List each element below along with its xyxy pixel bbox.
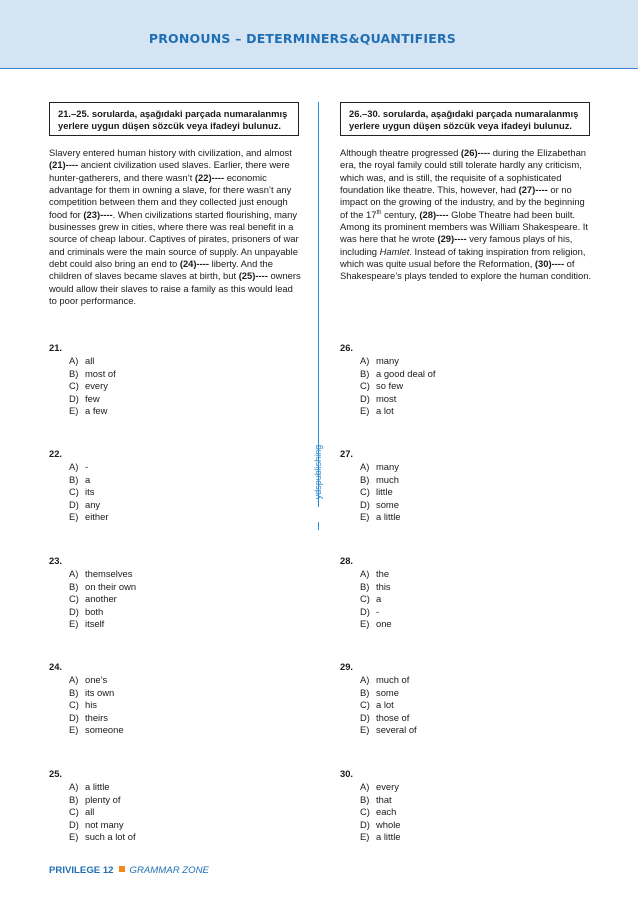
- option-text: that: [376, 793, 392, 805]
- answer-option[interactable]: [340, 405, 435, 417]
- answer-option[interactable]: [49, 393, 116, 405]
- option-text: both: [85, 605, 104, 617]
- answer-option[interactable]: [49, 368, 116, 380]
- option-text: any: [85, 498, 101, 510]
- question-25: [49, 768, 136, 843]
- option-letter: C): [69, 486, 79, 498]
- answer-option[interactable]: [340, 699, 417, 711]
- option-letter: A): [69, 674, 79, 686]
- option-letter: B): [69, 686, 79, 698]
- option-text: most of: [85, 367, 116, 379]
- answer-option[interactable]: [49, 355, 116, 367]
- option-text: his: [85, 699, 97, 711]
- answer-option[interactable]: [49, 606, 136, 618]
- answer-option[interactable]: [340, 606, 392, 618]
- option-letter: B): [360, 367, 370, 379]
- option-text: either: [85, 511, 109, 523]
- option-text: few: [85, 392, 100, 404]
- answer-option[interactable]: [340, 794, 401, 806]
- answer-option[interactable]: [340, 724, 417, 736]
- option-text: most: [376, 392, 397, 404]
- answer-option[interactable]: [49, 474, 108, 486]
- blank-21: (21)----: [49, 159, 79, 171]
- answer-option[interactable]: [340, 486, 401, 498]
- option-text: its own: [85, 686, 115, 698]
- question-number: 29.: [340, 661, 354, 672]
- page-title: PRONOUNS – DETERMINERS&QUANTIFIERS: [148, 31, 456, 46]
- answer-option[interactable]: [340, 819, 401, 831]
- option-letter: D): [69, 392, 79, 404]
- option-text: such a lot of: [85, 831, 136, 843]
- option-text: itself: [85, 618, 105, 630]
- answer-option[interactable]: [49, 461, 108, 473]
- option-text: much of: [376, 674, 410, 686]
- option-text: the: [376, 568, 390, 580]
- answer-option[interactable]: [49, 724, 124, 736]
- option-text: this: [376, 580, 391, 592]
- option-letter: C): [360, 806, 370, 818]
- answer-option[interactable]: [49, 794, 136, 806]
- option-text: a little: [376, 511, 401, 523]
- option-letter: D): [360, 818, 370, 830]
- answer-option[interactable]: [49, 806, 136, 818]
- option-letter: B): [69, 473, 79, 485]
- footer-section: GRAMMAR ZONE: [129, 865, 209, 876]
- question-29: [340, 661, 417, 736]
- option-letter: B): [360, 580, 370, 592]
- answer-option[interactable]: [340, 593, 392, 605]
- passage-text: during the Elizabethan era, the royal family could still tolerate hardly any criticism, which was, and is still, the requisite of a sophisticated foundation like theatre. This, however, had: [340, 147, 586, 196]
- option-text: all: [85, 806, 95, 818]
- option-text: its: [85, 486, 95, 498]
- option-text: some: [376, 686, 399, 698]
- answer-option[interactable]: [340, 687, 417, 699]
- passage-text: liberty. And the children of slaves became slaves at birth, but: [49, 258, 273, 282]
- option-text: much: [376, 473, 399, 485]
- answer-option[interactable]: [49, 568, 136, 580]
- option-text: a few: [85, 405, 108, 417]
- option-letter: A): [360, 781, 370, 793]
- option-letter: C): [69, 699, 79, 711]
- question-number: 28.: [340, 555, 354, 566]
- option-text: a lot: [376, 699, 394, 711]
- answer-option[interactable]: [49, 499, 108, 511]
- square-bullet-icon: [119, 866, 125, 872]
- answer-option[interactable]: [340, 568, 392, 580]
- right-passage: [340, 147, 592, 283]
- option-text: a good deal of: [376, 367, 436, 379]
- option-text: plenty of: [85, 793, 121, 805]
- answer-option[interactable]: [340, 781, 401, 793]
- blank-22: (22)----: [194, 171, 225, 183]
- option-letter: B): [360, 686, 370, 698]
- option-text: a little: [376, 831, 401, 843]
- option-text: so few: [376, 380, 404, 392]
- option-letter: A): [360, 355, 370, 367]
- passage-text: economic advantage for them in owning a slave, for there wasn’t any competition between them and they collected just enough food for: [49, 171, 292, 220]
- blank-29: (29)----: [437, 233, 467, 245]
- passage-text: century,: [381, 208, 420, 220]
- passage-text: . When civilizations started flourishing, many businesses grew in cities, where there was real benefit in a source of cheap labour. Captives of pirates, prisoners of war and criminals were the main source of supply. An unpayable debt could also bring an end to: [49, 208, 299, 270]
- answer-option[interactable]: [340, 461, 401, 473]
- option-text: some: [376, 498, 399, 510]
- option-letter: A): [360, 568, 370, 580]
- answer-option[interactable]: [340, 355, 435, 367]
- option-letter: B): [360, 473, 370, 485]
- answer-option[interactable]: [340, 393, 435, 405]
- footer-brand: PRIVILEGE 12: [49, 865, 114, 876]
- answer-option[interactable]: [49, 674, 124, 686]
- answer-option[interactable]: [49, 405, 116, 417]
- option-text: themselves: [85, 568, 133, 580]
- left-column: [49, 102, 301, 307]
- option-letter: A): [69, 355, 79, 367]
- question-30: [340, 768, 401, 843]
- passage-text: Slavery entered human history with civilization, and almost: [49, 147, 292, 158]
- option-letter: B): [69, 367, 79, 379]
- option-text: several of: [376, 724, 417, 736]
- answer-option[interactable]: [49, 581, 136, 593]
- question-number: 26.: [340, 342, 354, 353]
- blank-25: (25)----: [238, 270, 268, 282]
- left-instruction-box: 21.–25. sorularda, aşağıdaki parçada numaralanmış yerlere uygun düşen sözcük veya ifadeyi bulunuz.: [49, 102, 299, 136]
- answer-option[interactable]: [49, 831, 136, 843]
- answer-option[interactable]: [49, 486, 108, 498]
- option-letter: B): [69, 580, 79, 592]
- option-letter: E): [360, 831, 370, 843]
- option-text: a: [85, 473, 91, 485]
- question-number: 25.: [49, 768, 63, 779]
- option-text: each: [376, 806, 397, 818]
- option-letter: D): [69, 818, 79, 830]
- answer-option[interactable]: [340, 806, 401, 818]
- page-footer: [49, 865, 209, 876]
- option-text: whole: [376, 818, 401, 830]
- left-passage: [49, 147, 301, 307]
- blank-26: (26)----: [460, 147, 491, 158]
- answer-option[interactable]: [340, 380, 435, 392]
- blank-27: (27)----: [518, 184, 548, 196]
- passage-text: of Shakespeare’s plays tended to explore the human condition.: [340, 258, 592, 282]
- question-number: 27.: [340, 448, 354, 459]
- passage-text: very famous plays of his, including: [340, 233, 573, 257]
- question-28: [340, 555, 392, 630]
- right-column: [340, 102, 592, 283]
- option-letter: B): [360, 793, 370, 805]
- answer-option[interactable]: [49, 380, 116, 392]
- page-header: [0, 0, 638, 69]
- option-text: another: [85, 593, 117, 605]
- option-text: every: [376, 781, 399, 793]
- answer-option[interactable]: [49, 618, 136, 630]
- option-text: someone: [85, 724, 124, 736]
- blank-24: (24)----: [179, 258, 209, 270]
- option-letter: D): [360, 498, 370, 510]
- answer-option[interactable]: [340, 831, 401, 843]
- side-brand-label: ydspublishing: [313, 444, 323, 500]
- passage-text: owners would allow their slaves to raise a family as this would lead to poor performance.: [49, 270, 301, 307]
- question-number: 22.: [49, 448, 63, 459]
- option-text: one’s: [85, 674, 108, 686]
- option-text: -: [376, 605, 380, 617]
- option-letter: D): [69, 605, 79, 617]
- answer-option[interactable]: [340, 499, 401, 511]
- option-letter: E): [69, 831, 79, 843]
- title-hamlet: Hamlet: [379, 245, 410, 257]
- answer-option[interactable]: [340, 581, 392, 593]
- option-text: many: [376, 355, 399, 367]
- option-text: all: [85, 355, 95, 367]
- option-text: a lot: [376, 405, 394, 417]
- answer-option[interactable]: [49, 781, 136, 793]
- option-text: little: [376, 486, 393, 498]
- option-letter: E): [69, 724, 79, 736]
- option-letter: E): [69, 511, 79, 523]
- option-letter: A): [69, 781, 79, 793]
- option-text: not many: [85, 818, 124, 830]
- question-22: [49, 448, 108, 523]
- option-letter: A): [69, 461, 79, 473]
- option-text: a: [376, 593, 382, 605]
- blank-30: (30)----: [534, 258, 565, 270]
- blank-23: (23)----: [83, 208, 113, 220]
- option-text: those of: [376, 711, 410, 723]
- option-letter: D): [360, 605, 370, 617]
- passage-text: Although theatre progressed: [340, 147, 461, 158]
- option-text: -: [85, 461, 89, 473]
- option-letter: D): [69, 498, 79, 510]
- option-letter: E): [69, 405, 79, 417]
- answer-option[interactable]: [49, 712, 124, 724]
- option-text: many: [376, 461, 399, 473]
- answer-option[interactable]: [49, 819, 136, 831]
- option-letter: C): [69, 593, 79, 605]
- answer-option[interactable]: [340, 618, 392, 630]
- option-letter: C): [69, 380, 79, 392]
- passage-text: ancient civilization used slaves. Earlier, there were hunter-gatherers, and there wasn’t: [49, 159, 290, 183]
- option-text: a little: [85, 781, 110, 793]
- answer-option[interactable]: [49, 511, 108, 523]
- option-text: theirs: [85, 711, 108, 723]
- column-divider-lower: [318, 522, 319, 530]
- option-letter: E): [360, 511, 370, 523]
- passage-text: or no impact on the growing of the industry, and by the beginning of the 17: [340, 184, 585, 220]
- question-24: [49, 661, 124, 736]
- option-letter: C): [69, 806, 79, 818]
- option-letter: D): [69, 711, 79, 723]
- question-number: 21.: [49, 342, 63, 353]
- question-number: 23.: [49, 555, 63, 566]
- answer-option[interactable]: [340, 674, 417, 686]
- option-letter: B): [69, 793, 79, 805]
- answer-option[interactable]: [340, 712, 417, 724]
- question-23: [49, 555, 136, 630]
- passage-text: . Instead of taking inspiration from religion, which was quite usual before the Reformation,: [340, 245, 586, 270]
- option-text: on their own: [85, 580, 137, 592]
- question-21: [49, 342, 116, 417]
- option-letter: E): [360, 724, 370, 736]
- question-number: 24.: [49, 661, 63, 672]
- passage-text: Globe Theatre had been built. Among its prominent members was William Shakespeare. It was here that he wrote: [340, 208, 589, 245]
- answer-option[interactable]: [340, 511, 401, 523]
- blank-28: (28)----: [419, 208, 449, 220]
- option-text: every: [85, 380, 108, 392]
- answer-option[interactable]: [49, 593, 136, 605]
- option-letter: C): [360, 699, 370, 711]
- option-letter: C): [360, 380, 370, 392]
- option-letter: A): [360, 674, 370, 686]
- option-letter: E): [69, 618, 79, 630]
- question-26: [340, 342, 435, 417]
- option-letter: A): [69, 568, 79, 580]
- question-27: [340, 448, 401, 523]
- option-letter: C): [360, 593, 370, 605]
- option-letter: E): [360, 405, 370, 417]
- option-letter: E): [360, 618, 370, 630]
- answer-option[interactable]: [49, 687, 124, 699]
- answer-option[interactable]: [340, 474, 401, 486]
- right-instruction-box: 26.–30. sorularda, aşağıdaki parçada numaralanmış yerlere uygun düşen sözcük veya ifadeyi bulunuz.: [340, 102, 590, 136]
- option-text: one: [376, 618, 392, 630]
- answer-option[interactable]: [340, 368, 435, 380]
- option-letter: A): [360, 461, 370, 473]
- superscript-th: th: [376, 209, 382, 216]
- option-letter: C): [360, 486, 370, 498]
- option-letter: D): [360, 711, 370, 723]
- question-number: 30.: [340, 768, 354, 779]
- option-letter: D): [360, 392, 370, 404]
- answer-option[interactable]: [49, 699, 124, 711]
